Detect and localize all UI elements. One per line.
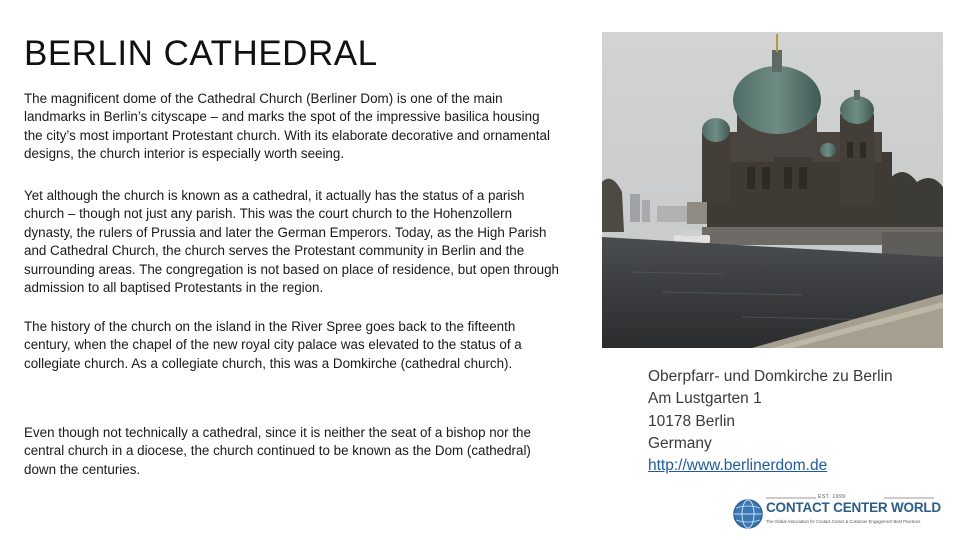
paragraph-intro: The magnificent dome of the Cathedral Church (Berliner Dom) is one of the main landmarks in Berlin’s cityscape – and marks the spot of the impressive basilica housing the city’s most important Protestant church. With its elaborate decorative and ornamental designs, the church interior is especially worth seeing. — [24, 91, 550, 162]
address-street: Am Lustgarten 1 — [648, 390, 762, 408]
address-block — [648, 366, 893, 477]
logo-wordmark: CONTACT CENTER WORLD — [766, 500, 941, 515]
address-country: Germany — [648, 434, 712, 452]
logo-tagline: The Global Association for Contact Center & Customer Engagement Best Practices — [766, 519, 921, 524]
contact-center-world-logo — [732, 494, 941, 530]
website-link[interactable]: http://www.berlinerdom.de — [648, 457, 828, 475]
paragraph-history: The history of the church on the island in the River Spree goes back to the fifteenth century, when the chapel of the new royal city palace was elevated to the status of a collegiate church. As a collegiate church, this was a Domkirche (cathedral church). — [24, 319, 522, 371]
cathedral-photo — [602, 32, 943, 348]
globe-icon — [732, 498, 764, 530]
address-name: Oberpfarr- und Domkirche zu Berlin — [648, 368, 893, 385]
logo-est: EST. 1999 — [818, 494, 846, 500]
cathedral-photo-illustration — [602, 32, 943, 348]
slide-title: BERLIN CATHEDRAL — [24, 34, 378, 73]
paragraph-dom-name: Even though not technically a cathedral, since it is neither the seat of a bishop nor the central church in a diocese, the church continued to be known as the Dom (cathedral) down the centuries. — [24, 425, 531, 477]
address-city: 10178 Berlin — [648, 412, 736, 430]
paragraph-parish: Yet although the church is known as a cathedral, it actually has the status of a parish church – though not just any parish. This was the court church to the Hohenzollern dynasty, the rulers of Prussia and later the German Emperors. Today, as the High Parish and Cathedral Church, the church serves the Protestant community in Berlin and the surrounding areas. The congregation is not based on place of residence, but open through admission to all baptised Protestants in the region. — [24, 188, 560, 296]
